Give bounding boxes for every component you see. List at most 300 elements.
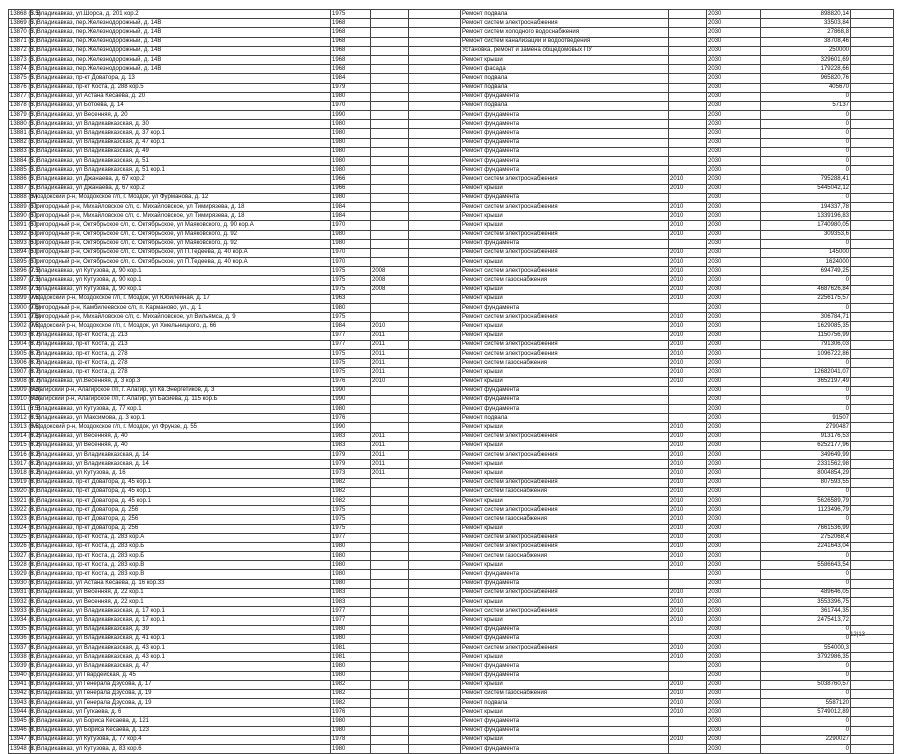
plan-end-cell: 2030 (707, 276, 761, 285)
spacer-cell (851, 368, 894, 377)
plan-start-cell: 2010 (669, 487, 707, 496)
work-type-cell: Ремонт подвала (461, 74, 669, 83)
address-cell: г. Владикавказ, ул Владикавказская, д. 14 (31, 460, 331, 469)
spacer-cell (851, 83, 894, 92)
table-row (9, 717, 894, 726)
work-type-cell: Ремонт подвала (461, 414, 669, 423)
amount-cell: 0 (761, 276, 851, 285)
prior-repair-year-cell (371, 129, 409, 138)
spacer-cell (409, 423, 461, 432)
prior-repair-year-cell (371, 230, 409, 239)
prior-repair-year-cell (371, 699, 409, 708)
build-year-cell: 1980 (331, 239, 371, 248)
prior-repair-year-cell (371, 28, 409, 37)
table-row (9, 184, 894, 193)
row-number-cell: 13921 (6.) (9, 496, 31, 505)
work-type-cell: Ремонт систем электроснабжения (461, 175, 669, 184)
prior-repair-year-cell (371, 184, 409, 193)
spacer-cell (409, 726, 461, 735)
row-number-cell: 13884 (5.) (9, 157, 31, 166)
spacer-cell (409, 487, 461, 496)
build-year-cell: 1968 (331, 28, 371, 37)
table-row (9, 349, 894, 358)
plan-start-cell (669, 395, 707, 404)
work-type-cell: Ремонт систем электроснабжения (461, 313, 669, 322)
row-number-cell: 13870 (5.) (9, 28, 31, 37)
plan-end-cell: 2030 (707, 515, 761, 524)
build-year-cell: 1968 (331, 46, 371, 55)
row-number-cell: 13934 (6.) (9, 616, 31, 625)
table-row (9, 441, 894, 450)
address-cell: г. Владикавказ, ул Бориса Кесаева, д. 121 (31, 717, 331, 726)
build-year-cell: 1980 (331, 542, 371, 551)
plan-start-cell (669, 634, 707, 643)
plan-end-cell: 2030 (707, 55, 761, 64)
work-type-cell: Ремонт фундамента (461, 726, 669, 735)
build-year-cell: 1980 (331, 193, 371, 202)
plan-start-cell (669, 28, 707, 37)
row-number-cell: 13908 (6.7) (9, 377, 31, 386)
spacer-cell (409, 515, 461, 524)
table-row (9, 653, 894, 662)
plan-start-cell (669, 138, 707, 147)
table-row (9, 487, 894, 496)
row-number-cell: 13942 (6.) (9, 689, 31, 698)
address-cell: г. Владикавказ, ул Владикавказская, д. 47 кор.1 (31, 138, 331, 147)
amount-cell: 0 (761, 662, 851, 671)
build-year-cell: 1968 (331, 55, 371, 64)
work-type-cell: Ремонт фундамента (461, 166, 669, 175)
row-number-cell: 13907 (6.7) (9, 368, 31, 377)
plan-start-cell (669, 386, 707, 395)
address-cell: г. Владикавказ, пр-кт Коста, д. 278 (31, 359, 331, 368)
prior-repair-year-cell (371, 221, 409, 230)
amount-cell: 554000,3 (761, 643, 851, 652)
prior-repair-year-cell (371, 598, 409, 607)
amount-cell: 361744,35 (761, 607, 851, 616)
amount-cell: 1740980,05 (761, 221, 851, 230)
build-year-cell: 1968 (331, 37, 371, 46)
spacer-cell (851, 405, 894, 414)
amount-cell: 791306,03 (761, 340, 851, 349)
table-row (9, 212, 894, 221)
plan-end-cell: 2030 (707, 83, 761, 92)
spacer-cell (409, 625, 461, 634)
spacer-cell (851, 607, 894, 616)
address-cell: г. Владикавказ, пр-кт Коста, д. 283 кор.Б (31, 552, 331, 561)
spacer-cell (409, 37, 461, 46)
table-row (9, 175, 894, 184)
plan-end-cell: 2030 (707, 671, 761, 680)
plan-end-cell: 2030 (707, 111, 761, 120)
plan-start-cell: 2010 (669, 258, 707, 267)
work-type-cell: Ремонт фундамента (461, 625, 669, 634)
work-type-cell: Ремонт крыши (461, 735, 669, 744)
spacer-cell (409, 377, 461, 386)
build-year-cell: 1975 (331, 313, 371, 322)
plan-start-cell: 2010 (669, 441, 707, 450)
plan-start-cell: 2010 (669, 735, 707, 744)
address-cell: г. Владикавказ, ул Весенняя, д. 22 кор.1 (31, 598, 331, 607)
plan-end-cell: 2030 (707, 28, 761, 37)
address-cell: г. Владикавказ, ул Джанаева, д. 67 кор.2 (31, 184, 331, 193)
spacer-cell (851, 735, 894, 744)
amount-cell: 329601,69 (761, 55, 851, 64)
work-type-cell: Ремонт подвала (461, 83, 669, 92)
build-year-cell: 1980 (331, 92, 371, 101)
work-type-cell: Ремонт фундамента (461, 120, 669, 129)
address-cell: г. Владикавказ, пр-кт Коста, д. 283 кор.А (31, 533, 331, 542)
prior-repair-year-cell (371, 561, 409, 570)
spacer-cell (409, 92, 461, 101)
address-cell: г. Владикавказ, ул Кутузова, д. 90 кор.1 (31, 276, 331, 285)
spacer-cell (409, 359, 461, 368)
address-cell: г. Владикавказ, ул Кутузова, д. 90 кор.1 (31, 285, 331, 294)
plan-start-cell: 2010 (669, 451, 707, 460)
plan-start-cell: 2010 (669, 689, 707, 698)
spacer-cell (851, 193, 894, 202)
amount-cell: 0 (761, 515, 851, 524)
work-type-cell: Ремонт систем газоснабжения (461, 515, 669, 524)
plan-start-cell: 2010 (669, 561, 707, 570)
plan-start-cell: 2010 (669, 616, 707, 625)
plan-end-cell: 2030 (707, 294, 761, 303)
plan-end-cell: 2030 (707, 46, 761, 55)
prior-repair-year-cell (371, 248, 409, 257)
spacer-cell (851, 322, 894, 331)
spacer-cell (409, 175, 461, 184)
amount-cell: 1629085,35 (761, 322, 851, 331)
row-number-cell: 13941 (6.) (9, 680, 31, 689)
plan-end-cell: 2030 (707, 533, 761, 542)
amount-cell: 0 (761, 157, 851, 166)
page-mark: 12|13 (850, 632, 865, 638)
plan-start-cell: 2010 (669, 533, 707, 542)
table-row (9, 331, 894, 340)
work-type-cell: Ремонт фундамента (461, 579, 669, 588)
spacer-cell (851, 708, 894, 717)
amount-cell: 38708,46 (761, 37, 851, 46)
plan-end-cell: 2030 (707, 634, 761, 643)
plan-end-cell: 2030 (707, 184, 761, 193)
plan-end-cell: 2030 (707, 460, 761, 469)
build-year-cell: 1966 (331, 175, 371, 184)
prior-repair-year-cell (371, 524, 409, 533)
address-cell: г. Владикавказ, ул Владикавказская, д. 41 кор.1 (31, 634, 331, 643)
row-number-cell: 13913 (6.5) (9, 423, 31, 432)
spacer-cell (409, 129, 461, 138)
address-cell: г. Владикавказ, ул.Весенняя, д. 3 кор.3 (31, 377, 331, 386)
plan-start-cell (669, 55, 707, 64)
row-number-cell: 13918 (6.2) (9, 469, 31, 478)
table-row (9, 671, 894, 680)
prior-repair-year-cell (371, 92, 409, 101)
plan-start-cell: 2010 (669, 515, 707, 524)
build-year-cell: 1980 (331, 120, 371, 129)
spacer-cell (409, 285, 461, 294)
spacer-cell (409, 46, 461, 55)
prior-repair-year-cell: 2011 (371, 331, 409, 340)
prior-repair-year-cell: 2011 (371, 349, 409, 358)
spacer-cell (409, 395, 461, 404)
row-number-cell: 13887 (5.) (9, 184, 31, 193)
prior-repair-year-cell (371, 680, 409, 689)
spacer-cell (851, 496, 894, 505)
prior-repair-year-cell (371, 717, 409, 726)
prior-repair-year-cell (371, 101, 409, 110)
spacer-cell (851, 175, 894, 184)
amount-cell: 0 (761, 745, 851, 754)
plan-end-cell: 2030 (707, 138, 761, 147)
address-cell: г. Владикавказ, пр-кт Доватора, д. 45 кор.1 (31, 478, 331, 487)
work-type-cell: Ремонт систем электроснабжения (461, 643, 669, 652)
amount-cell: 2475413,72 (761, 616, 851, 625)
row-number-cell: 13894 (5.) (9, 248, 31, 257)
prior-repair-year-cell (371, 423, 409, 432)
address-cell: Алагирский р-н, Алагирское г/п, г. Алагир, ул Кв.Энергетиков, д. 3 (31, 386, 331, 395)
spacer-cell (409, 138, 461, 147)
plan-end-cell: 2030 (707, 166, 761, 175)
plan-start-cell: 2010 (669, 542, 707, 551)
plan-end-cell: 2030 (707, 258, 761, 267)
prior-repair-year-cell (371, 83, 409, 92)
plan-start-cell (669, 745, 707, 754)
prior-repair-year-cell (371, 726, 409, 735)
address-cell: г. Владикавказ, ул Весенняя, д. 40 (31, 441, 331, 450)
build-year-cell: 1977 (331, 331, 371, 340)
row-number-cell: 13896 (7.5) (9, 267, 31, 276)
work-type-cell: Ремонт систем электроснабжения (461, 451, 669, 460)
row-number-cell: 13935 (6.) (9, 625, 31, 634)
plan-start-cell (669, 37, 707, 46)
build-year-cell: 1980 (331, 717, 371, 726)
plan-start-cell: 2010 (669, 184, 707, 193)
build-year-cell: 1975 (331, 267, 371, 276)
build-year-cell: 1980 (331, 405, 371, 414)
row-number-cell: 13939 (6.) (9, 662, 31, 671)
spacer-cell (851, 101, 894, 110)
prior-repair-year-cell: 2011 (371, 460, 409, 469)
build-year-cell: 1990 (331, 111, 371, 120)
prior-repair-year-cell (371, 386, 409, 395)
spacer-cell (851, 230, 894, 239)
address-cell: Алагирский р-н, Алагирское г/п, г. Алагир, ул Басиева, д. 115 кор.Б (31, 395, 331, 404)
work-type-cell: Ремонт крыши (461, 377, 669, 386)
work-type-cell: Ремонт фундамента (461, 717, 669, 726)
prior-repair-year-cell (371, 239, 409, 248)
plan-end-cell: 2030 (707, 717, 761, 726)
spacer-cell (409, 506, 461, 515)
plan-start-cell: 2010 (669, 552, 707, 561)
plan-start-cell (669, 65, 707, 74)
address-cell: Пригородный р-н, Михайловское с/п, с. Михайловское, ул Тимирязева, д. 18 (31, 212, 331, 221)
build-year-cell: 1980 (331, 634, 371, 643)
row-number-cell: 13936 (6.) (9, 634, 31, 643)
spacer-cell (851, 699, 894, 708)
work-type-cell: Ремонт систем канализации и водоотведения (461, 37, 669, 46)
table-row (9, 19, 894, 28)
plan-start-cell (669, 193, 707, 202)
table-row (9, 166, 894, 175)
plan-end-cell: 2030 (707, 708, 761, 717)
work-type-cell: Ремонт крыши (461, 285, 669, 294)
prior-repair-year-cell (371, 405, 409, 414)
plan-start-cell: 2010 (669, 524, 707, 533)
spacer-cell (851, 138, 894, 147)
prior-repair-year-cell (371, 65, 409, 74)
table-row (9, 55, 894, 64)
row-number-cell: 13899 (7.5) (9, 294, 31, 303)
prior-repair-year-cell (371, 607, 409, 616)
plan-start-cell (669, 579, 707, 588)
table-row (9, 588, 894, 597)
build-year-cell: 1980 (331, 726, 371, 735)
row-number-cell: 13927 (6.) (9, 552, 31, 561)
table-row (9, 239, 894, 248)
table-body (9, 10, 894, 754)
plan-end-cell: 2030 (707, 689, 761, 698)
build-year-cell: 1968 (331, 19, 371, 28)
spacer-cell (851, 377, 894, 386)
work-type-cell: Ремонт подвала (461, 699, 669, 708)
spacer-cell (409, 432, 461, 441)
amount-cell: 898820,14 (761, 10, 851, 19)
plan-start-cell: 2010 (669, 202, 707, 211)
prior-repair-year-cell: 2010 (371, 377, 409, 386)
build-year-cell: 1975 (331, 359, 371, 368)
amount-cell: 0 (761, 111, 851, 120)
address-cell: г. Владикавказ, ул.Шорса, д. 201 кор.2 (31, 10, 331, 19)
table-row (9, 689, 894, 698)
table-row (9, 552, 894, 561)
build-year-cell: 1983 (331, 432, 371, 441)
row-number-cell: 13904 (6.7) (9, 340, 31, 349)
plan-start-cell: 2010 (669, 359, 707, 368)
spacer-cell (409, 157, 461, 166)
prior-repair-year-cell: 2010 (371, 322, 409, 331)
prior-repair-year-cell (371, 708, 409, 717)
table-row (9, 496, 894, 505)
work-type-cell: Ремонт крыши (461, 423, 669, 432)
plan-start-cell: 2010 (669, 331, 707, 340)
plan-start-cell: 2010 (669, 598, 707, 607)
spacer-cell (851, 349, 894, 358)
row-number-cell: 13911 (6.5) (9, 405, 31, 414)
spacer-cell (409, 368, 461, 377)
spacer-cell (851, 184, 894, 193)
row-number-cell: 13900 (7.5) (9, 304, 31, 313)
table-row (9, 65, 894, 74)
address-cell: г. Владикавказ, ул Весенняя, д. 22 кор.1 (31, 588, 331, 597)
plan-start-cell (669, 166, 707, 175)
plan-end-cell: 2030 (707, 680, 761, 689)
amount-cell: 0 (761, 405, 851, 414)
prior-repair-year-cell: 2008 (371, 267, 409, 276)
amount-cell: 0 (761, 359, 851, 368)
amount-cell: 145000 (761, 248, 851, 257)
amount-cell: 2752068,4 (761, 533, 851, 542)
amount-cell: 349649,99 (761, 451, 851, 460)
spacer-cell (409, 634, 461, 643)
spacer-cell (409, 304, 461, 313)
address-cell: г. Владикавказ, пр-кт Доватора, д. 256 (31, 524, 331, 533)
table-row (9, 735, 894, 744)
plan-end-cell: 2030 (707, 19, 761, 28)
spacer-cell (851, 111, 894, 120)
amount-cell: 5038760,57 (761, 680, 851, 689)
row-number-cell: 13877 (5.) (9, 92, 31, 101)
row-number-cell: 13880 (5.) (9, 120, 31, 129)
plan-end-cell: 2030 (707, 331, 761, 340)
plan-start-cell: 2010 (669, 248, 707, 257)
spacer-cell (851, 671, 894, 680)
spacer-cell (851, 662, 894, 671)
build-year-cell: 1968 (331, 65, 371, 74)
prior-repair-year-cell: 2011 (371, 469, 409, 478)
work-type-cell: Ремонт фундамента (461, 671, 669, 680)
row-number-cell: 13881 (5.) (9, 129, 31, 138)
build-year-cell: 1977 (331, 616, 371, 625)
amount-cell: 1339196,83 (761, 212, 851, 221)
spacer-cell (409, 101, 461, 110)
amount-cell: 33503,84 (761, 19, 851, 28)
plan-end-cell: 2030 (707, 239, 761, 248)
spacer-cell (851, 359, 894, 368)
table-row (9, 74, 894, 83)
prior-repair-year-cell (371, 157, 409, 166)
amount-cell: 0 (761, 239, 851, 248)
address-cell: Пригородный р-н, Михайловское с/п, с. Михайловское, ул Тимирязева, д. 18 (31, 202, 331, 211)
work-type-cell: Ремонт фундамента (461, 138, 669, 147)
work-type-cell: Ремонт фундамента (461, 147, 669, 156)
table-row (9, 193, 894, 202)
spacer-cell (409, 570, 461, 579)
address-cell: Моздокский р-н, Моздокское г/п, г. Моздок, ул Фрунзе, д. 55 (31, 423, 331, 432)
table-row (9, 524, 894, 533)
build-year-cell: 1977 (331, 607, 371, 616)
spacer-cell (409, 689, 461, 698)
address-cell: г. Владикавказ, ул Кутузова, д. 77 кор.4 (31, 735, 331, 744)
build-year-cell: 1980 (331, 579, 371, 588)
table-row (9, 157, 894, 166)
build-year-cell: 1975 (331, 10, 371, 19)
amount-cell: 3652197,49 (761, 377, 851, 386)
prior-repair-year-cell: 2008 (371, 285, 409, 294)
address-cell: г. Владикавказ, пер.Железнодорожный, д. 14В (31, 55, 331, 64)
work-type-cell: Ремонт крыши (461, 368, 669, 377)
table-row (9, 129, 894, 138)
table-row (9, 469, 894, 478)
plan-start-cell (669, 74, 707, 83)
build-year-cell: 1980 (331, 157, 371, 166)
address-cell: г. Владикавказ, ул Владикавказская, д. 30 (31, 120, 331, 129)
prior-repair-year-cell (371, 588, 409, 597)
plan-end-cell: 2030 (707, 506, 761, 515)
spacer-cell (851, 202, 894, 211)
row-number-cell: 13914 (6.2) (9, 432, 31, 441)
plan-start-cell (669, 717, 707, 726)
plan-start-cell: 2010 (669, 294, 707, 303)
plan-start-cell: 2010 (669, 469, 707, 478)
address-cell: г. Владикавказ, пр-кт Доватора, д. 45 кор.1 (31, 496, 331, 505)
amount-cell: 1123496,79 (761, 506, 851, 515)
spacer-cell (409, 542, 461, 551)
spacer-cell (409, 699, 461, 708)
build-year-cell: 1980 (331, 662, 371, 671)
plan-end-cell: 2030 (707, 101, 761, 110)
prior-repair-year-cell (371, 37, 409, 46)
row-number-cell: 13943 (6.) (9, 699, 31, 708)
